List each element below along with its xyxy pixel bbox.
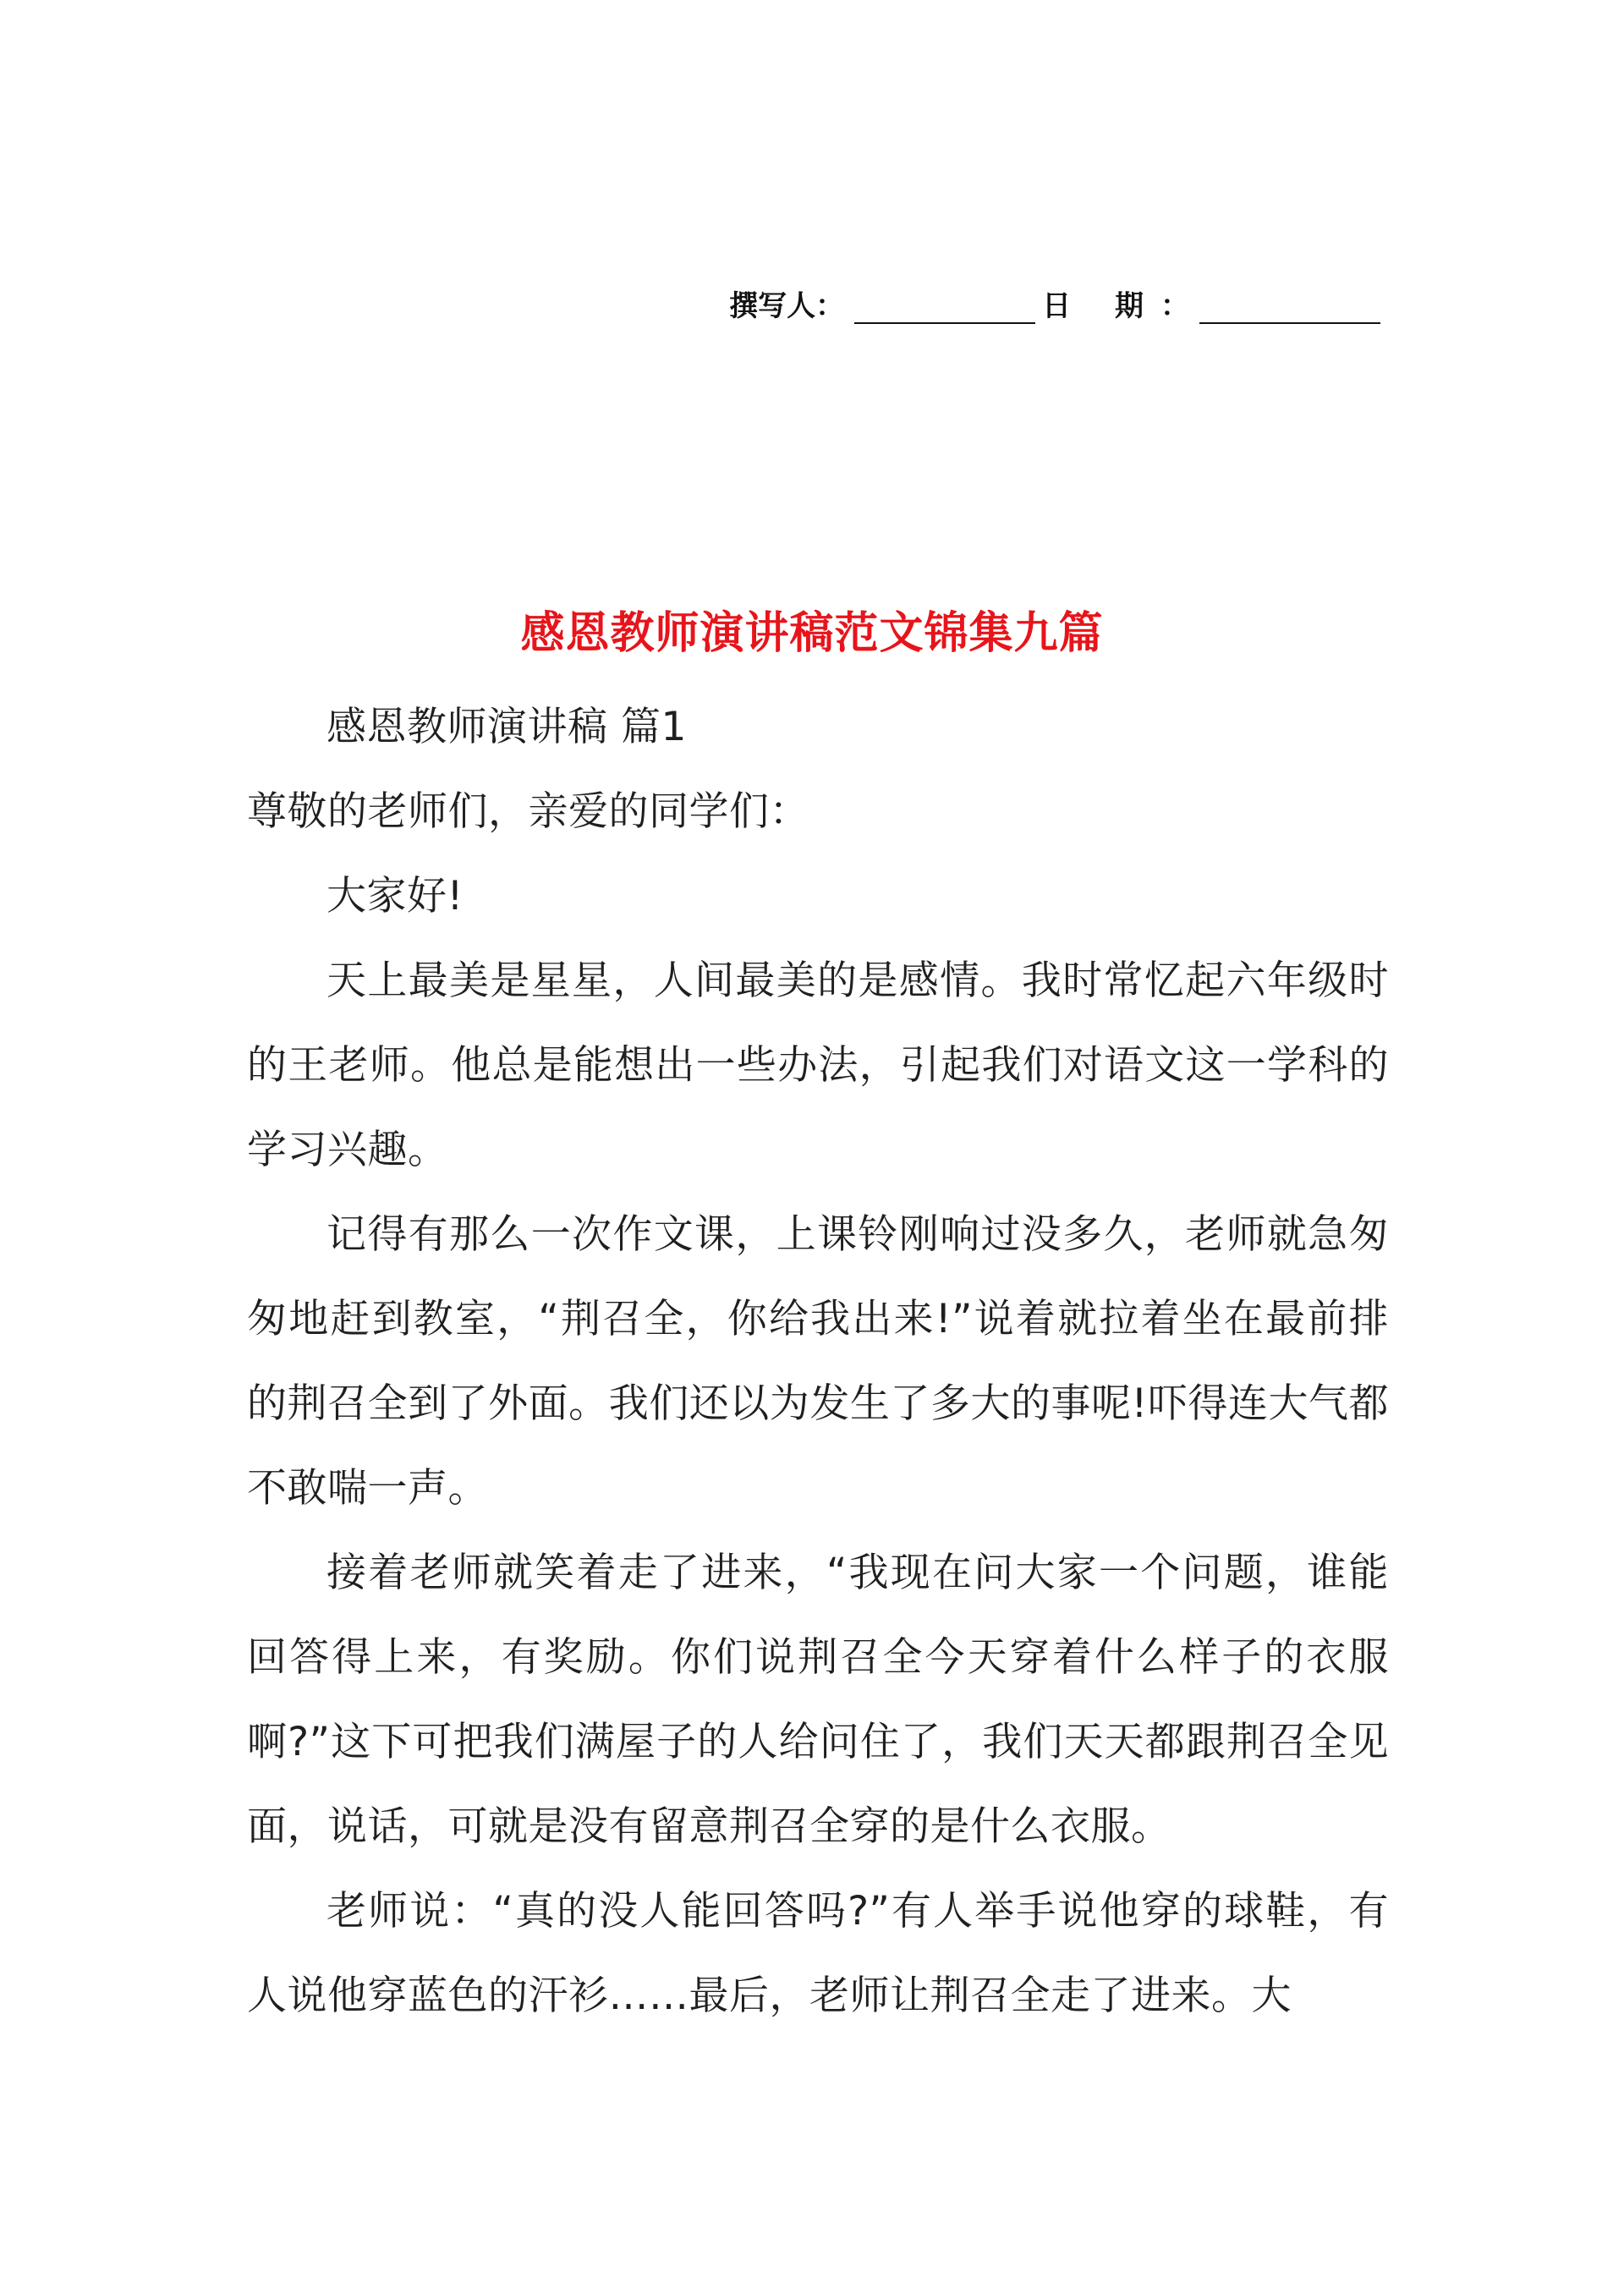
greeting: 大家好!: [326, 873, 464, 919]
paragraph: 老师说：“真的没人能回答吗?”有人举手说他穿的球鞋，有人说他穿蓝色的汗衫……最后，老师让荆召全走了进来。大: [247, 1888, 1389, 2019]
paragraph: 接着老师就笑着走了进来，“我现在问大家一个问题，谁能回答得上来，有奖励。你们说荆召全今天穿着什么样子的衣服啊?”这下可把我们满屋子的人给问住了，我们天天都跟荆召全见面，说话，可就是没有留意荆召全穿的是什么衣服。: [247, 1550, 1389, 1850]
date-label-text: 日 期: [1042, 289, 1160, 323]
date-label: [1042, 283, 1189, 324]
salutation: 尊敬的老师们，亲爱的同学们：: [247, 788, 809, 835]
paragraph: 记得有那么一次作文课，上课铃刚响过没多久，老师就急匆匆地赶到教室，“荆召全，你给我出来!”说着就拉着坐在最前排的荆召全到了外面。我们还以为发生了多大的事呢!吓得连大气都不敢喘一声。: [247, 1211, 1389, 1512]
author-label: 撰写人：: [729, 289, 845, 323]
author-date-line: [729, 283, 1385, 324]
author-blank-field: [854, 292, 1035, 324]
paragraph: 天上最美是星星，人间最美的是感情。我时常忆起六年级时的王老师。他总是能想出一些办法，引起我们对语文这一学科的学习兴趣。: [247, 958, 1389, 1173]
document-body: [247, 685, 1389, 2039]
document-title: 感恩教师演讲稿范文锦集九篇: [520, 608, 1104, 659]
date-label-colon: ：: [1160, 289, 1189, 323]
section-heading: 感恩教师演讲稿 篇1: [326, 704, 687, 750]
date-blank-field: [1199, 292, 1380, 324]
